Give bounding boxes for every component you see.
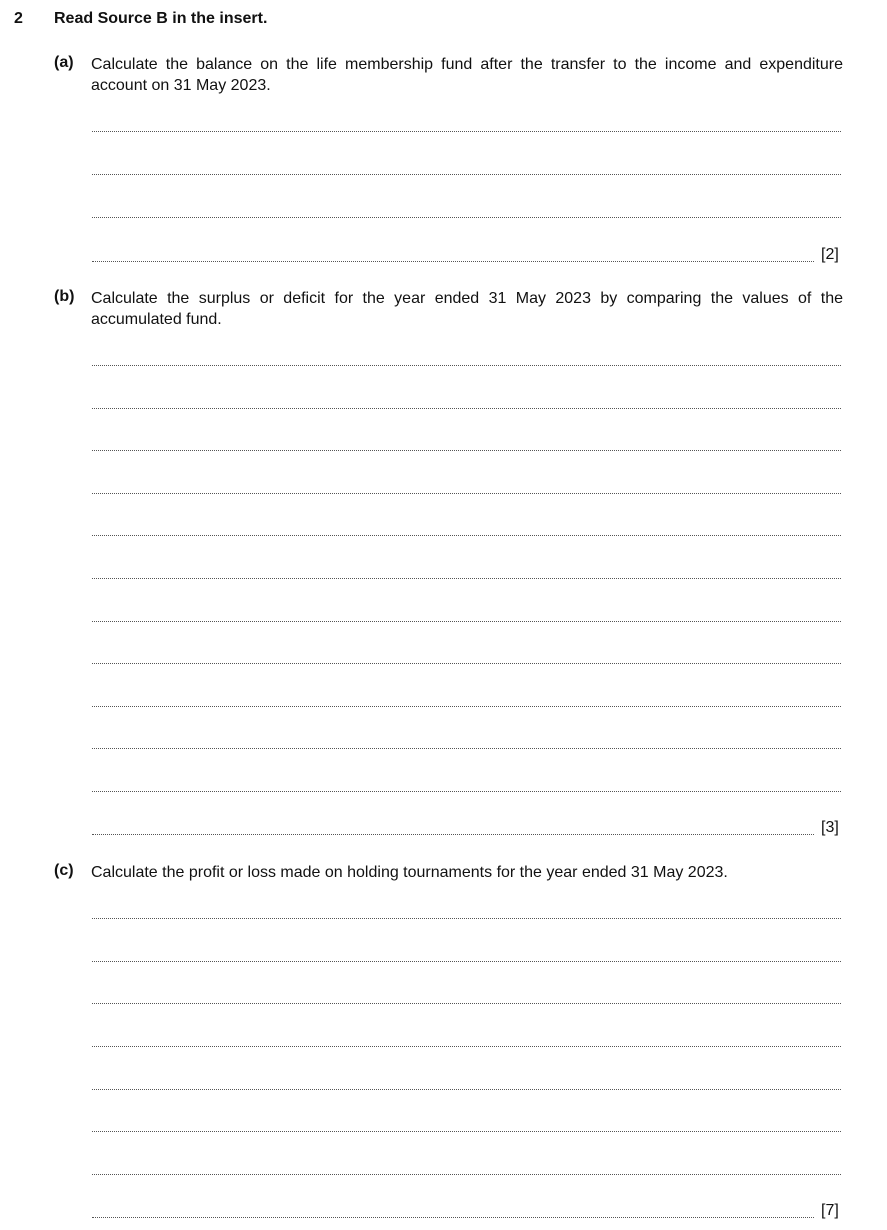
part-b-answer-line-9[interactable] — [92, 706, 841, 707]
part-b-answer-line-12[interactable] — [92, 834, 814, 835]
part-c-text: Calculate the profit or loss made on holding tournaments for the year ended 31 May 2023. — [91, 864, 728, 881]
part-c-answer-line-8[interactable] — [92, 1217, 814, 1218]
part-a-answer-line-2[interactable] — [92, 174, 841, 175]
part-a-answer-line-4[interactable] — [92, 261, 814, 262]
part-b-answer-line-10[interactable] — [92, 748, 841, 749]
part-b-text: Calculate the surplus or deficit for the year ended 31 May 2023 by comparing the values of the accumulated fund. — [91, 290, 843, 328]
question-number: 2 — [14, 10, 23, 27]
part-a-answer-line-1[interactable] — [92, 131, 841, 132]
part-c-answer-line-2[interactable] — [92, 961, 841, 962]
part-c-answer-line-4[interactable] — [92, 1046, 841, 1047]
part-c-answer-line-1[interactable] — [92, 918, 841, 919]
part-c-answer-line-5[interactable] — [92, 1089, 841, 1090]
part-a-answer-line-3[interactable] — [92, 217, 841, 218]
part-b-answer-line-6[interactable] — [92, 578, 841, 579]
part-b-answer-line-4[interactable] — [92, 493, 841, 494]
part-c-answer-line-6[interactable] — [92, 1131, 841, 1132]
part-c-answer-line-3[interactable] — [92, 1003, 841, 1004]
part-b-answer-line-3[interactable] — [92, 450, 841, 451]
part-c-answer-line-7[interactable] — [92, 1174, 841, 1175]
part-b-marks: [3] — [821, 819, 839, 836]
part-b-answer-line-2[interactable] — [92, 408, 841, 409]
part-b-answer-line-5[interactable] — [92, 535, 841, 536]
part-b-label: (b) — [54, 288, 75, 305]
part-b-answer-line-1[interactable] — [92, 365, 841, 366]
question-instruction: Read Source B in the insert. — [54, 10, 268, 27]
part-b-answer-line-7[interactable] — [92, 621, 841, 622]
part-a-label: (a) — [54, 54, 74, 71]
part-a-text: Calculate the balance on the life membership fund after the transfer to the income and expenditure account on 31 May 2023. — [91, 56, 843, 94]
part-c-marks: [7] — [821, 1202, 839, 1219]
part-b-answer-line-11[interactable] — [92, 791, 841, 792]
part-b-answer-line-8[interactable] — [92, 663, 841, 664]
part-a-marks: [2] — [821, 246, 839, 263]
part-c-label: (c) — [54, 862, 74, 879]
